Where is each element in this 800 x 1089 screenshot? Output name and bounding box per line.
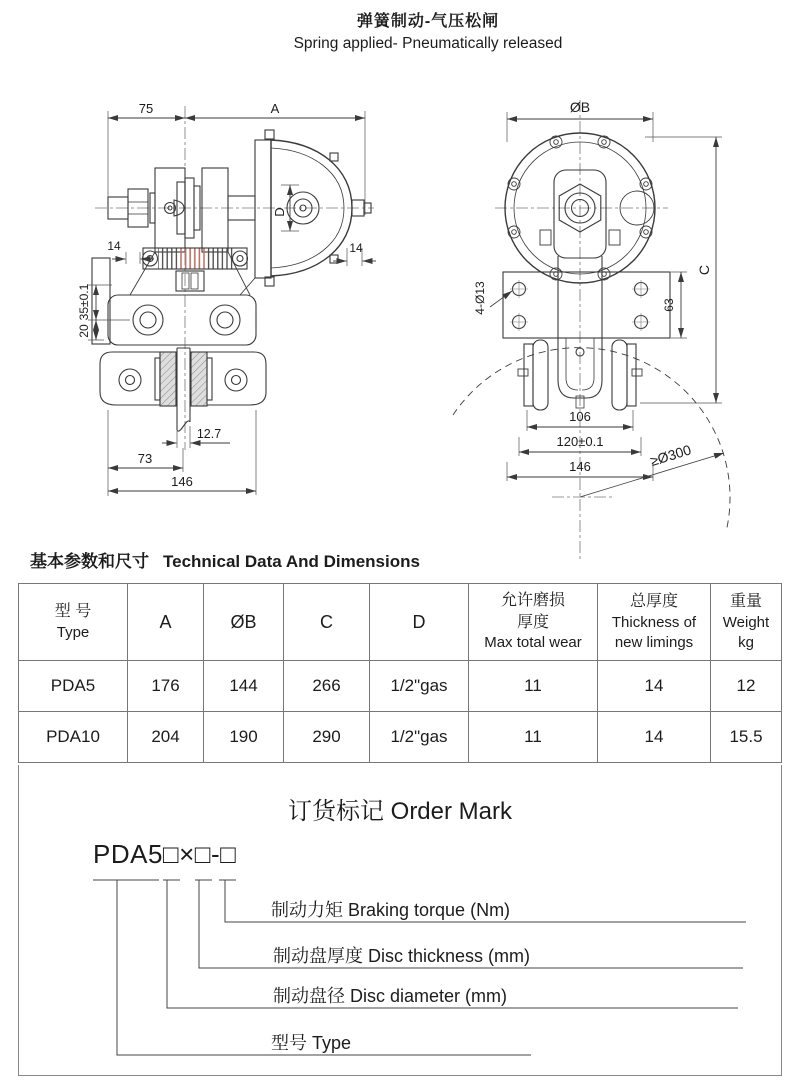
col-header-type: 型 号 Type [19, 584, 128, 661]
dim-label-63: 63 [662, 298, 676, 312]
order-mark-section [18, 765, 782, 1076]
dim-label-73: 73 [137, 451, 153, 466]
col-header-ob: ØB [204, 584, 284, 661]
dim-label-20: 20 [77, 324, 91, 338]
cell-type: PDA10 [19, 712, 128, 763]
cell-wear: 11 [469, 661, 598, 712]
caliper [92, 252, 266, 405]
dim-label-146-front: 146 [569, 459, 591, 474]
cell-type: PDA5 [19, 661, 128, 712]
col-header-d: D [370, 584, 469, 661]
cell-a: 176 [128, 661, 204, 712]
order-mark-code: PDA5□×□-□ [93, 839, 237, 869]
dim-label-C: C [696, 264, 712, 276]
order-mark-label-disc-thickness: 制动盘厚度 Disc thickness (mm) [273, 946, 531, 966]
cell-thickness: 14 [598, 712, 711, 763]
cell-thickness: 14 [598, 661, 711, 712]
cell-weight: 15.5 [711, 712, 782, 763]
cell-d: 1/2"gas [370, 712, 469, 763]
dim-label-75: 75 [138, 101, 154, 116]
page-title-en: Spring applied- Pneumatically released [293, 35, 563, 52]
col-header-weight: 重量 Weight kg [711, 584, 782, 661]
cell-wear: 11 [469, 712, 598, 763]
table-row-pda5 [19, 661, 782, 712]
mounting-plate [503, 272, 670, 338]
cell-ob: 190 [204, 712, 284, 763]
order-mark-label-disc-diameter: 制动盘径 Disc diameter (mm) [273, 986, 508, 1006]
dim-label-12-7: 12.7 [196, 427, 222, 441]
table-caption-zh: 基本参数和尺寸 [30, 552, 149, 571]
table-header-row [19, 584, 782, 661]
dim-label-120: 120±0.1 [556, 434, 604, 449]
col-header-c: C [284, 584, 370, 661]
order-mark-label-torque: 制动力矩 Braking torque (Nm) [271, 900, 511, 920]
order-mark-label-type: 型号 Type [271, 1033, 352, 1053]
cell-d: 1/2"gas [370, 661, 469, 712]
cell-c: 266 [284, 661, 370, 712]
dim-label-4xO13: 4-Ø13 [473, 281, 487, 315]
dim-label-O300: ≥Ø300 [648, 441, 693, 469]
dim-label-14-right: 14 [349, 241, 363, 255]
dim-label-106: 106 [569, 409, 591, 424]
cell-ob: 144 [204, 661, 284, 712]
technical-data-table [18, 583, 782, 763]
page-title-zh: 弹簧制动-气压松闸 [356, 13, 500, 30]
cell-weight: 12 [711, 661, 782, 712]
cell-a: 204 [128, 712, 204, 763]
brake-pads-and-disc [155, 348, 212, 431]
col-header-thickness: 总厚度 Thickness of new limings [598, 584, 711, 661]
side-view-drawing [77, 101, 376, 496]
col-header-a: A [128, 584, 204, 661]
dim-label-OB: ØB [569, 99, 591, 115]
table-caption-en: Technical Data And Dimensions [163, 552, 420, 571]
cell-c: 290 [284, 712, 370, 763]
dim-label-A: A [270, 101, 280, 116]
order-mark-title: 订货标记 Order Mark [287, 798, 512, 825]
dim-label-146-side: 146 [171, 474, 193, 489]
table-caption [30, 547, 420, 572]
dim-label-35: 35±0.1 [77, 283, 91, 321]
col-header-wear: 允许磨损 厚度 Max total wear [469, 584, 598, 661]
front-view-drawing [453, 99, 730, 560]
dim-label-14-left: 14 [107, 239, 121, 253]
table-row-pda10 [19, 712, 782, 763]
dim-label-D: D [272, 207, 287, 217]
